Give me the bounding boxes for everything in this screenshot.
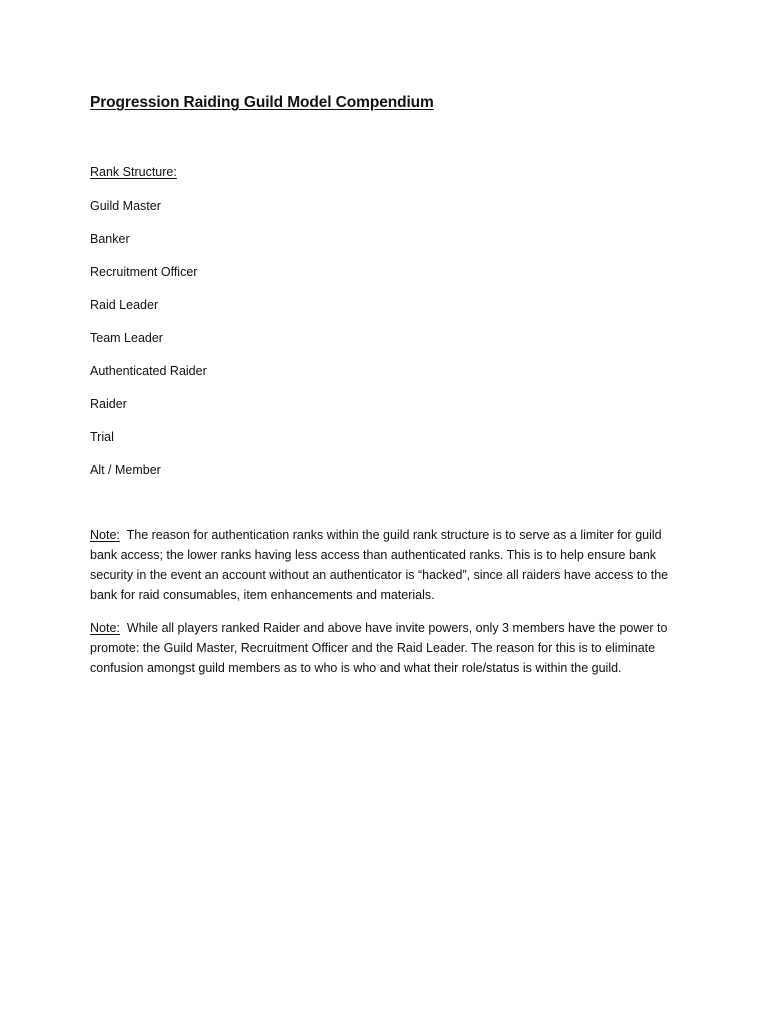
rank-item-banker: Banker bbox=[90, 232, 130, 246]
note-label: Note: bbox=[90, 528, 120, 542]
note-label: Note: bbox=[90, 621, 120, 635]
note-authentication bbox=[90, 525, 690, 605]
document-title: Progression Raiding Guild Model Compendium bbox=[90, 94, 434, 111]
rank-item-team-leader: Team Leader bbox=[90, 331, 163, 345]
rank-item-authenticated-raider: Authenticated Raider bbox=[90, 364, 207, 378]
rank-item-raider: Raider bbox=[90, 397, 127, 411]
rank-item-trial: Trial bbox=[90, 430, 114, 444]
rank-structure-heading: Rank Structure: bbox=[90, 165, 177, 179]
rank-item-recruitment-officer: Recruitment Officer bbox=[90, 265, 198, 279]
rank-item-raid-leader: Raid Leader bbox=[90, 298, 159, 312]
note-promotion bbox=[90, 618, 690, 678]
note-text: The reason for authentication ranks within the guild rank structure is to serve as a limiter for guild bank access; the lower ranks having less access than authenticated ranks. This is to help ensure bank security in the event an account without an authenticator is “hacked”, since all raiders have access to the bank for raid consumables, item enhancements and materials. bbox=[90, 528, 669, 602]
rank-item-alt-member: Alt / Member bbox=[90, 463, 161, 477]
rank-list bbox=[90, 198, 207, 495]
rank-item-guild-master: Guild Master bbox=[90, 199, 161, 213]
note-text: While all players ranked Raider and above have invite powers, only 3 members have the power to promote: the Guild Master, Recruitment Officer and the Raid Leader. The reason for this is to eliminate confusion amongst guild members as to who is who and what their role/status is within the guild. bbox=[90, 621, 668, 675]
